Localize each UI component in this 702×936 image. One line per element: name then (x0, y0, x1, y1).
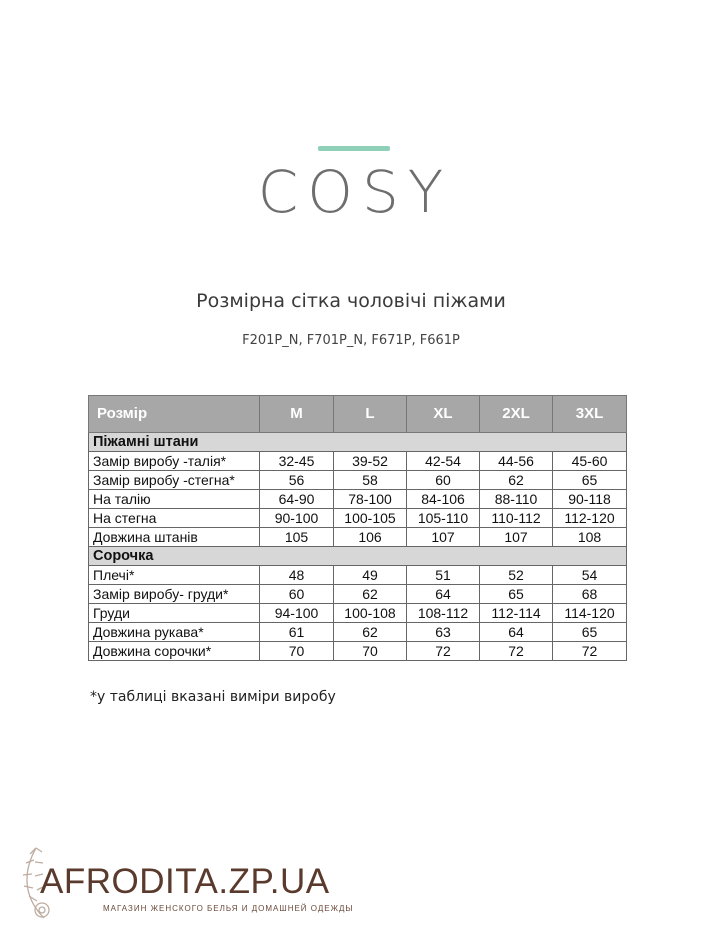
table-row (89, 642, 627, 661)
row-label: Замір виробу -талія* (89, 452, 260, 471)
table-cell: 45-60 (553, 452, 627, 471)
table-row (89, 623, 627, 642)
table-cell: 88-110 (480, 490, 553, 509)
section-title: Сорочка (89, 547, 627, 566)
table-cell: 58 (334, 471, 407, 490)
table-cell: 62 (480, 471, 553, 490)
table-cell: 112-120 (553, 509, 627, 528)
footnote: *у таблиці вказані виміри виробу (90, 689, 336, 705)
page-title: Розмірна сітка чоловічі піжами (196, 290, 506, 312)
header-size: Розмір (89, 396, 260, 433)
table-cell: 100-108 (334, 604, 407, 623)
table-cell: 94-100 (260, 604, 334, 623)
model-codes: F201P_N, F701P_N, F671P, F661P (242, 333, 460, 348)
table-cell: 65 (480, 585, 553, 604)
table-row (89, 585, 627, 604)
table-cell: 105 (260, 528, 334, 547)
row-label: Довжина рукава* (89, 623, 260, 642)
table-cell: 72 (553, 642, 627, 661)
table-row (89, 528, 627, 547)
table-cell: 100-105 (334, 509, 407, 528)
table-row (89, 604, 627, 623)
table-cell: 105-110 (407, 509, 480, 528)
table-cell: 110-112 (480, 509, 553, 528)
table-cell: 54 (553, 566, 627, 585)
table-row (89, 490, 627, 509)
table-cell: 60 (260, 585, 334, 604)
table-row (89, 471, 627, 490)
table-cell: 64-90 (260, 490, 334, 509)
table-header-row (89, 396, 627, 433)
table-cell: 90-118 (553, 490, 627, 509)
watermark-text: AFRODITA.ZP.UA (40, 862, 330, 901)
table-cell: 63 (407, 623, 480, 642)
row-label: Довжина штанів (89, 528, 260, 547)
row-label: Довжина сорочки* (89, 642, 260, 661)
table-cell: 72 (407, 642, 480, 661)
table-cell: 64 (407, 585, 480, 604)
row-label: Замір виробу -стегна* (89, 471, 260, 490)
section-row (89, 547, 627, 566)
row-label: На стегна (89, 509, 260, 528)
section-row (89, 433, 627, 452)
header-l: L (334, 396, 407, 433)
table-cell: 70 (334, 642, 407, 661)
table-body (89, 433, 627, 661)
table-cell: 107 (480, 528, 553, 547)
row-label: Плечі* (89, 566, 260, 585)
table-cell: 106 (334, 528, 407, 547)
table-cell: 114-120 (553, 604, 627, 623)
header-3xl: 3XL (553, 396, 627, 433)
table-cell: 60 (407, 471, 480, 490)
table-cell: 78-100 (334, 490, 407, 509)
table-cell: 44-56 (480, 452, 553, 471)
table-cell: 65 (553, 471, 627, 490)
table-cell: 65 (553, 623, 627, 642)
header-m: M (260, 396, 334, 433)
table-cell: 108-112 (407, 604, 480, 623)
table-cell: 51 (407, 566, 480, 585)
table-cell: 64 (480, 623, 553, 642)
table-cell: 112-114 (480, 604, 553, 623)
table-cell: 42-54 (407, 452, 480, 471)
table-row (89, 566, 627, 585)
table-row (89, 452, 627, 471)
table-cell: 52 (480, 566, 553, 585)
table-cell: 70 (260, 642, 334, 661)
table-cell: 68 (553, 585, 627, 604)
table-cell: 39-52 (334, 452, 407, 471)
table-cell: 107 (407, 528, 480, 547)
header-xl: XL (407, 396, 480, 433)
brand-logo: COSY (257, 158, 453, 226)
logo-accent-bar (318, 146, 390, 151)
row-label: На талію (89, 490, 260, 509)
table-row (89, 509, 627, 528)
section-title: Піжамні штани (89, 433, 627, 452)
table-cell: 108 (553, 528, 627, 547)
table-cell: 49 (334, 566, 407, 585)
table-cell: 84-106 (407, 490, 480, 509)
watermark-subtext: МАГАЗИН ЖЕНСКОГО БЕЛЬЯ И ДОМАШНЕЙ ОДЕЖДЫ (103, 904, 354, 913)
table-cell: 72 (480, 642, 553, 661)
table-cell: 90-100 (260, 509, 334, 528)
row-label: Замір виробу- груди* (89, 585, 260, 604)
header-2xl: 2XL (480, 396, 553, 433)
table-cell: 56 (260, 471, 334, 490)
table-cell: 61 (260, 623, 334, 642)
table-cell: 48 (260, 566, 334, 585)
table-cell: 62 (334, 585, 407, 604)
table-cell: 62 (334, 623, 407, 642)
size-table (88, 395, 627, 661)
table-cell: 32-45 (260, 452, 334, 471)
row-label: Груди (89, 604, 260, 623)
